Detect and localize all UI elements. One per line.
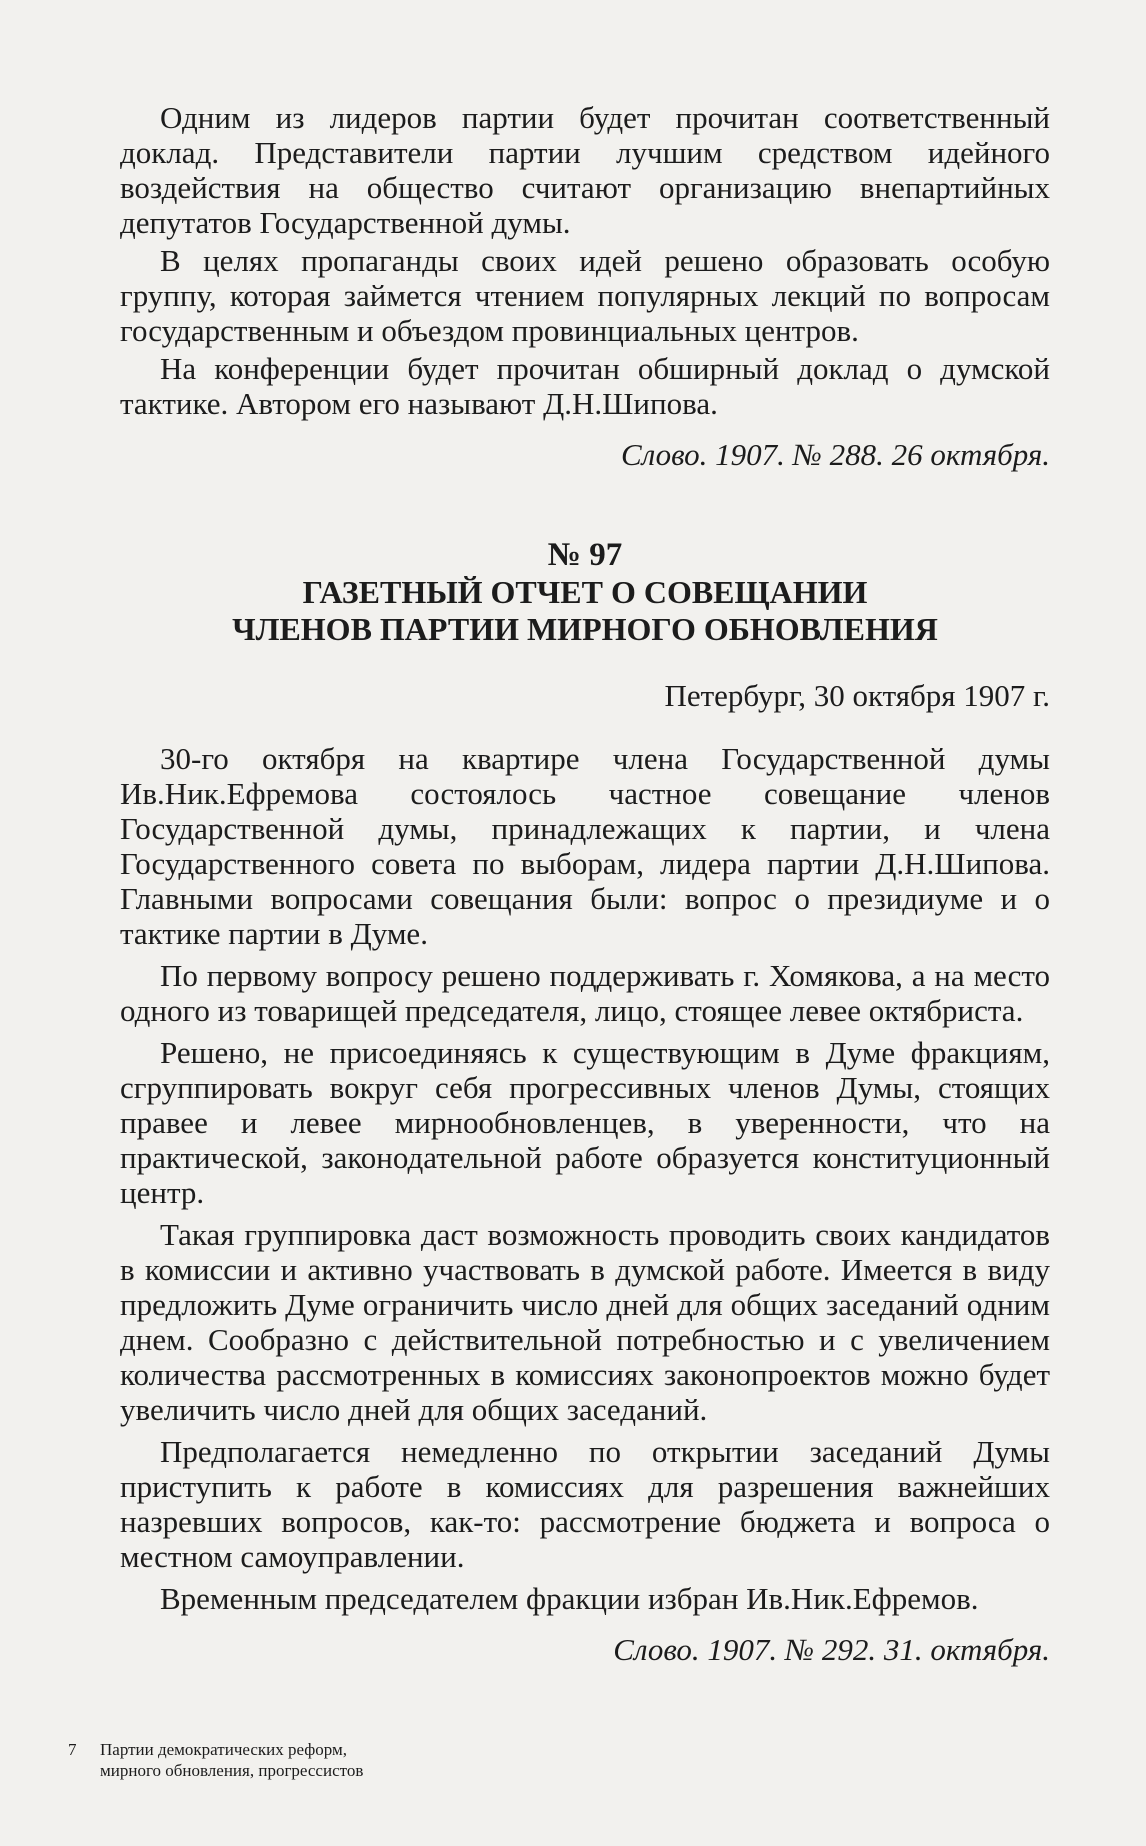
- paragraph: По первому вопросу решено поддерживать г. Хомякова, а на место одного из товарищей председателя, лицо, стоящее левее октябриста.: [120, 958, 1050, 1028]
- footnote-mark: 7: [68, 1740, 77, 1759]
- document-title-line-1: ГАЗЕТНЫЙ ОТЧЕТ О СОВЕЩАНИИ: [302, 574, 868, 610]
- footnote-line-1: Партии демократических реформ,: [100, 1740, 348, 1759]
- paragraph: Временным председателем фракции избран Ив.Ник.Ефремов.: [160, 1581, 979, 1616]
- paragraph: Такая группировка даст возможность проводить своих кандидатов в комиссии и активно участвовать в думской работе. Имеется в виду предложить Думе ограничить число дней для общих заседаний одним днем. Сообразно с действительной потребностью и с увеличением количества рассмотренных в комиссиях законопроектов можно будет увеличить число дней для общих заседаний.: [120, 1217, 1050, 1427]
- place-and-date: Петербург, 30 октября 1907 г.: [664, 678, 1050, 713]
- footnote-text: [100, 1739, 500, 1781]
- source-citation: Слово. 1907. № 292. 31. октября.: [613, 1632, 1050, 1667]
- previous-document-tail: [120, 100, 1050, 472]
- paragraph: В целях пропаганды своих идей решено образовать особую группу, которая займется чтением популярных лекций по вопросам государственным и объездом провинциальных центров.: [120, 243, 1050, 348]
- document-number: № 97: [547, 537, 623, 573]
- footnote-line-2: мирного обновления, прогрессистов: [100, 1761, 364, 1780]
- paragraph: 30-го октября на квартире члена Государственной думы Ив.Ник.Ефремова состоялось частное совещание членов Государственной думы, принадлежащих к партии, и члена Государственного совета по выборам, лидера партии Д.Н.Шипова. Главными вопросами совещания были: вопрос о президиуме и о тактике партии в Думе.: [120, 741, 1050, 951]
- page-content: [120, 100, 1050, 1667]
- paragraph: Предполагается немедленно по открытии заседаний Думы приступить к работе в комиссиях для разрешения важнейших назревших вопросов, как-то: рассмотрение бюджета и вопроса о местном самоуправлении.: [120, 1434, 1050, 1574]
- footnote: [68, 1739, 500, 1781]
- document-97: [120, 536, 1050, 1667]
- paragraph: Решено, не присоединяясь к существующим в Думе фракциям, сгруппировать вокруг себя прогрессивных членов Думы, стоящих правее и левее мирнообновленцев, в уверенности, что на практической, законодательной работе образуется конституционный центр.: [120, 1035, 1050, 1210]
- document-title-line-2: ЧЛЕНОВ ПАРТИИ МИРНОГО ОБНОВЛЕНИЯ: [232, 611, 938, 647]
- paragraph: Одним из лидеров партии будет прочитан соответственный доклад. Представители партии лучшим средством идейного воздействия на общество считают организацию внепартийных депутатов Государственной думы.: [120, 100, 1050, 240]
- paragraph: На конференции будет прочитан обширный доклад о думской тактике. Автором его называют Д.Н.Шипова.: [120, 351, 1050, 421]
- source-citation: Слово. 1907. № 288. 26 октября.: [621, 437, 1050, 472]
